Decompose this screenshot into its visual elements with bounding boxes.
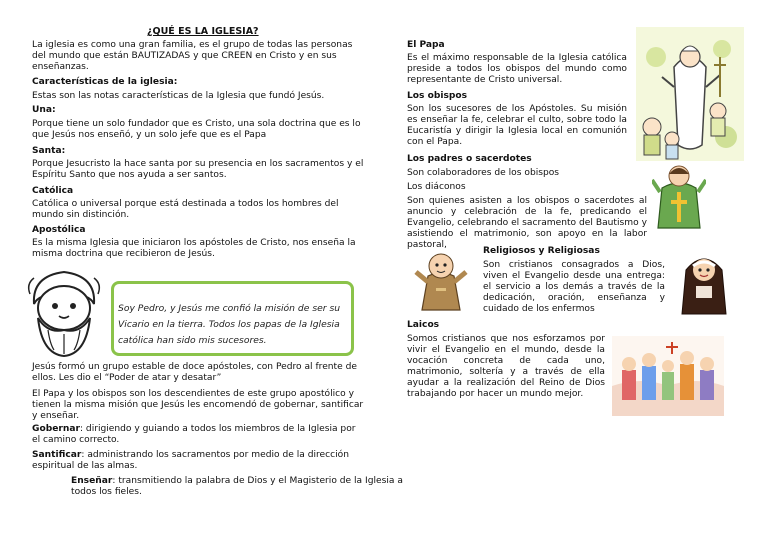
page-title: ¿QUÉ ES LA IGLESIA? [147, 26, 259, 37]
apostolica-text: Es la misma Iglesia que iniciaron los apóstoles de Cristo, nos enseña la misma doctrina que recibieron de Jesús. [32, 238, 356, 259]
pope-illustration [636, 27, 744, 161]
ensenar-term: Enseñar [71, 476, 113, 486]
priest-illustration [652, 162, 706, 230]
characteristics-heading: Características de la iglesia: [32, 77, 178, 87]
santificar-term: Santificar [32, 450, 82, 460]
mission-text: El Papa y los obispos son los descendientes de este grupo apostólico y tienen la misma misión que Jesús les encomendó de gobernar, santificar y enseñar. [32, 389, 364, 421]
santa-text: Porque Jesucristo la hace santa por su presencia en los sacramentos y el Espíritu Santo que nos ayuda a ser santos. [32, 159, 364, 180]
intro-paragraph: La iglesia es como una gran familia, es el grupo de todas las personas del mundo que están BAUTIZADAS y que CREEN en Cristo y en sus enseñanzas. [32, 40, 353, 72]
laicos-heading: Laicos [407, 320, 440, 330]
papa-text: Es el máximo responsable de la Iglesia católica preside a todos los obispos del mundo como representante de Cristo universal. [407, 53, 627, 85]
catolica-text: Católica o universal porque está destinada a todos los hombres del mundo sin distinción. [32, 199, 339, 220]
religiosos-text: Son cristianos consagrados a Dios, viven el Evangelio desde una entrega: el servicio a los demás a través de la dedicación, oración, enseñanza y cuidado de los enfermos [483, 260, 665, 314]
monk-illustration [408, 246, 474, 312]
catolica-heading: Católica [32, 186, 74, 196]
laicos-text: Somos cristianos que nos esforzamos por vivir el Evangelio en el mundo, desde la vocación concreta de cada uno, matrimonio, soltería y a través de ella ayudar a la realización del Reino de Dios trabajando por hacer un mundo mejor. [407, 334, 605, 399]
nun-illustration [676, 246, 732, 316]
group-text: Jesús formó un grupo estable de doce apóstoles, con Pedro al frente de ellos. Les dio el “Poder de atar y desatar” [32, 362, 357, 383]
religiosos-heading: Religiosos y Religiosas [483, 246, 600, 256]
santificar-text: : administrando los sacramentos por medio de la dirección espiritual de las almas. [32, 450, 349, 471]
characteristics-text: Estas son las notas características de la Iglesia que fundó Jesús. [32, 91, 325, 101]
padres-text: Son colaboradores de los obispos [407, 168, 560, 178]
gobernar-term: Gobernar [32, 424, 80, 434]
gobernar-item [32, 424, 366, 446]
santificar-item [32, 450, 366, 472]
ensenar-item [71, 476, 409, 498]
laity-illustration [612, 336, 724, 416]
santa-heading: Santa: [32, 146, 66, 156]
una-text: Porque tiene un solo fundador que es Cristo, una sola doctrina que es lo que Jesús nos enseñó, y un solo jefe que es el Papa [32, 119, 361, 140]
ensenar-text: : transmitiendo la palabra de Dios y el Magisterio de la Iglesia a todos los fieles. [71, 476, 403, 497]
obispos-text: Son los sucesores de los Apóstoles. Su misión es enseñar la fe, celebrar el culto, sobre todo la Eucaristía y dirigir la Iglesia local en comunión con el Papa. [407, 104, 627, 147]
diaconos-desc: Son quienes asisten a los obispos o sacerdotes al anuncio y celebración de la fe, predicando el Evangelio, celebrando el sacramento del Bautismo y asistiendo el matrimonio, son apoyo en la labor pastoral, [407, 196, 647, 250]
una-heading: Una: [32, 105, 56, 115]
apostolica-heading: Apostólica [32, 225, 86, 235]
obispos-heading: Los obispos [407, 91, 468, 101]
papa-heading: El Papa [407, 40, 445, 50]
diaconos-label: Los diáconos [407, 182, 466, 192]
gobernar-text: : dirigiendo y guiando a todos los miembros de la Iglesia por el camino correcto. [32, 424, 356, 445]
padres-heading: Los padres o sacerdotes [407, 154, 532, 164]
speech-bubble-text: Soy Pedro, y Jesús me confió la misión de ser su Vicario en la tierra. Todos los papas de la Iglesia católica han sido mis sucesores. [118, 303, 341, 346]
saint-peter-illustration [24, 264, 104, 358]
